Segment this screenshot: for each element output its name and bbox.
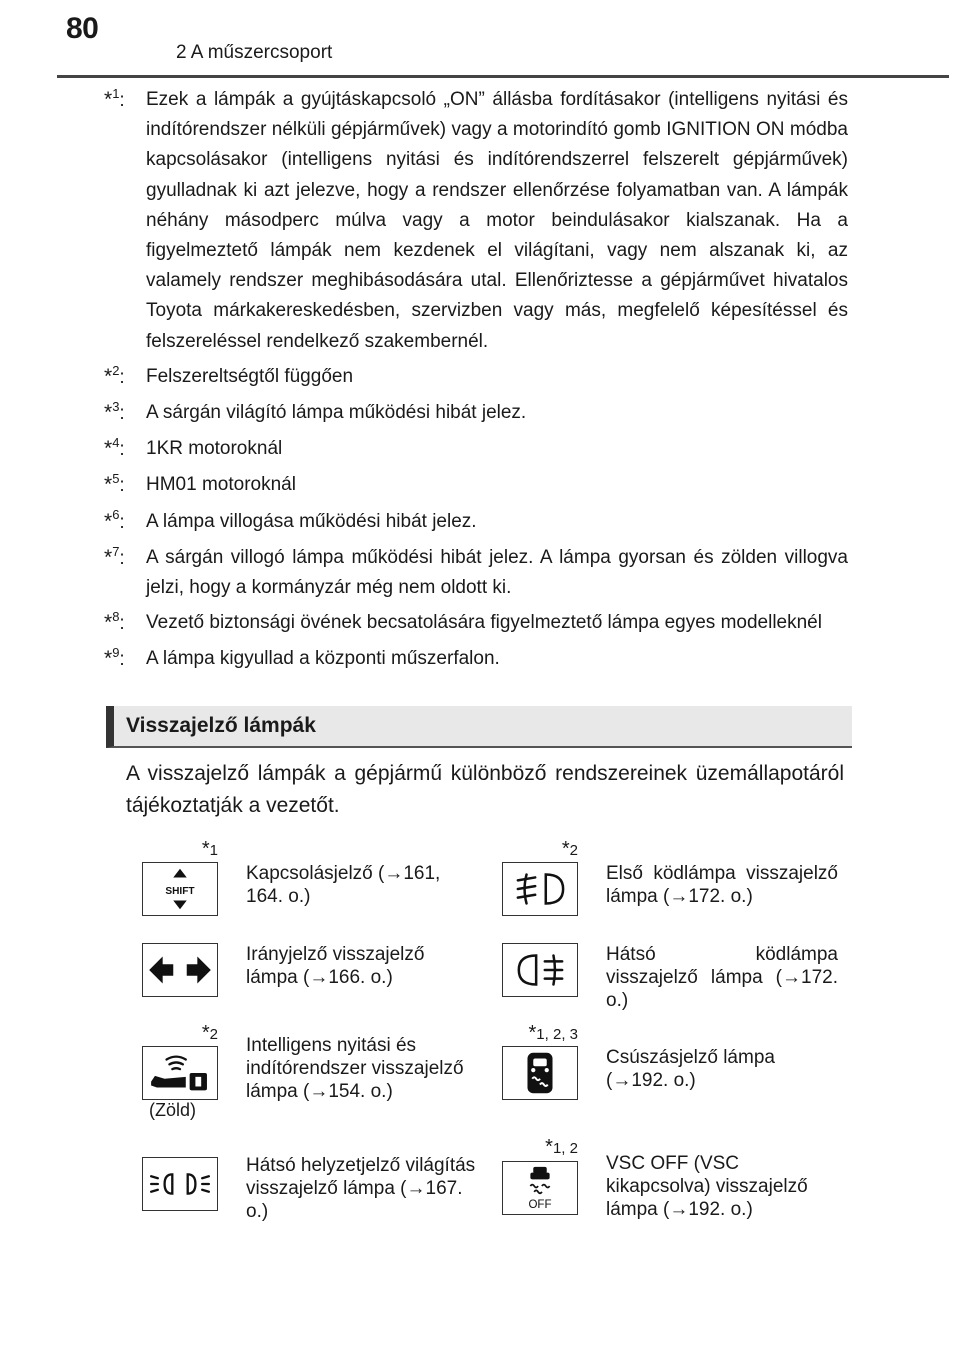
footnote-1: *$^1$: Ezek a lámpák a gyújtáskapcsoló „ON” állásba fordításakor (intelligens nyitási és indítórendszer nélküli gépjárművek) vagy a motorindító gomb IGNITION ON módba kapcsolásakor (intelligens nyitási és indítórendszerrel felszerelt gépjárművek) gyulladnak ki azt jelezve, hogy a rendszer ellenőrzése folyamatban van. A lámpák néhány másodperc múlva vagy a motor beindulásakor kialszanak. Ha a figyelmeztető lámpák nem kezdenek el világítani, vagy nem alszanak ki, az valamely rendszer meghibásodására utal. Ellenőriztesse a gépjárművet hivatalos Toyota márkakereskedésben, szervizben vagy más, megfelelő képesítéssel és felszereléssel rendelkező szakembernél. <box>104 85 848 357</box>
header-divider <box>57 75 949 78</box>
slip-indicator-icon <box>502 1046 578 1100</box>
footnote-8: *$^8$: Vezető biztonsági övének becsatolására figyelmeztető lámpa egyes modelleknél <box>104 608 848 639</box>
rear-fog-light-icon <box>502 943 578 997</box>
intro-paragraph: A visszajelző lámpák a gépjármű különböző rendszereinek üzemállapotáról tájékoztatják a vezetőt. <box>126 762 844 817</box>
footnote-text: A sárgán világító lámpa működési hibát jelez. <box>146 402 527 424</box>
footnote-text: Ezek a lámpák a gyújtáskapcsoló „ON” állásba fordításakor (intelligens nyitási és indítórendszer nélküli gépjárművek) vagy a motorindító gomb IGNITION ON módba kapcsolásakor (intelligens nyitási és indítórendszerrel felszerelt gépjárművek) gyulladnak ki azt jelezve, hogy a rendszer ellenőrzése folyamatban van. A lámpák néhány másodperc múlva vagy a motor beindulásakor kialszanak. Ha a figyelmeztető lámpák nem kezdenek el világítani, vagy nem alszanak ki, az valamely rendszer meghibásodására utal. Ellenőriztesse a gépjárművet hivatalos Toyota márkakereskedésben, szervizben vagy más, megfelelő képesítéssel és felszereléssel rendelkező szakembernél. <box>146 89 848 352</box>
indicator-description: VSC OFF (VSC kikapcsolva) visszajelző lámpa (→192. o.) <box>606 1153 808 1220</box>
indicator-footnote-mark: *1, 2, 3 <box>528 1022 578 1044</box>
footnote-4: *$^4$: 1KR motoroknál <box>104 434 848 465</box>
indicator-footnote-mark: *2 <box>201 1022 218 1044</box>
banner-title: Visszajelző lámpák <box>126 714 316 737</box>
indicator-footnote-mark: *2 <box>561 838 578 860</box>
indicator-description: Kapcsolásjelző (→161, 164. o.) <box>246 863 441 907</box>
indicator-description: Hátsó helyzetjelző világítás visszajelző lámpa (→167. o.) <box>246 1155 476 1222</box>
footnote-3: *$^3$: A sárgán világító lámpa működési hibát jelez. <box>104 398 848 429</box>
footnote-9: *$^9$: A lámpa kigyullad a központi műszerfalon. <box>104 644 848 675</box>
shift-indicator-icon <box>142 862 218 916</box>
indicator-footnote-mark: *1, 2 <box>545 1136 578 1158</box>
vsc-off-icon <box>502 1161 578 1215</box>
shift-label: SHIFT <box>165 885 195 897</box>
footnote-list <box>104 85 848 681</box>
footnote-text: A lámpa kigyullad a központi műszerfalon. <box>146 648 500 670</box>
indicator-footnote-mark: *1 <box>201 838 218 860</box>
footnote-text: HM01 motoroknál <box>146 474 296 496</box>
footnote-5: *$^5$: HM01 motoroknál <box>104 470 848 501</box>
footnote-number: 1 <box>112 85 120 101</box>
footnote-text: 1KR motoroknál <box>146 438 283 460</box>
indicator-color-note: (Zöld) <box>149 1100 197 1120</box>
footnote-text: A sárgán villogó lámpa működési hibát jelez. A lámpa gyorsan és zölden villogva jelzi, hogy a kormányzár még nem oldott ki. <box>146 546 848 599</box>
footnote-text: Felszereltségtől függően <box>146 365 354 387</box>
indicator-description: Hátsó ködlámpa visszajelző lámpa (→172. o.) <box>606 944 838 1011</box>
footnote-number: 9 <box>112 645 120 661</box>
indicator-description: Irányjelző visszajelző lámpa (→166. o.) <box>246 944 425 988</box>
tail-light-icon <box>142 1157 218 1211</box>
section-title: 2 A műszercsoport <box>176 42 333 63</box>
footnote-2: *$^2$: Felszereltségtől függően <box>104 362 848 393</box>
indicator-description: Intelligens nyitási és indítórendszer visszajelző lámpa (→154. o.) <box>246 1035 464 1102</box>
footnote-number: 2 <box>112 362 120 378</box>
footnote-number: 5 <box>112 471 120 487</box>
turn-signal-icon <box>142 943 218 997</box>
page-number: 80 <box>66 12 99 45</box>
footnote-7: *$^7$: A sárgán villogó lámpa működési hibát jelez. A lámpa gyorsan és zölden villogva jelzi, hogy a kormányzár még nem oldott ki. <box>104 543 848 603</box>
footnote-number: 7 <box>112 543 120 559</box>
front-fog-light-icon <box>502 862 578 916</box>
footnote-6: *$^6$: A lámpa villogása működési hibát jelez. <box>104 507 848 538</box>
footnote-number: 4 <box>112 434 120 450</box>
indicator-description: Csúszásjelző lámpa (→192. o.) <box>606 1047 775 1091</box>
footnote-number: 8 <box>112 608 120 624</box>
footnote-number: 6 <box>112 507 120 523</box>
footnote-text: A lámpa villogása működési hibát jelez. <box>146 510 477 532</box>
section-banner <box>106 706 852 748</box>
footnote-number: 3 <box>112 398 120 414</box>
indicator-description: Első ködlámpa visszajelző lámpa (→172. o.) <box>606 863 838 907</box>
smart-key-icon <box>142 1046 218 1100</box>
footnote-text: Vezető biztonsági övének becsatolására figyelmeztető lámpa egyes modelleknél <box>146 612 822 634</box>
off-label: OFF <box>528 1199 552 1212</box>
